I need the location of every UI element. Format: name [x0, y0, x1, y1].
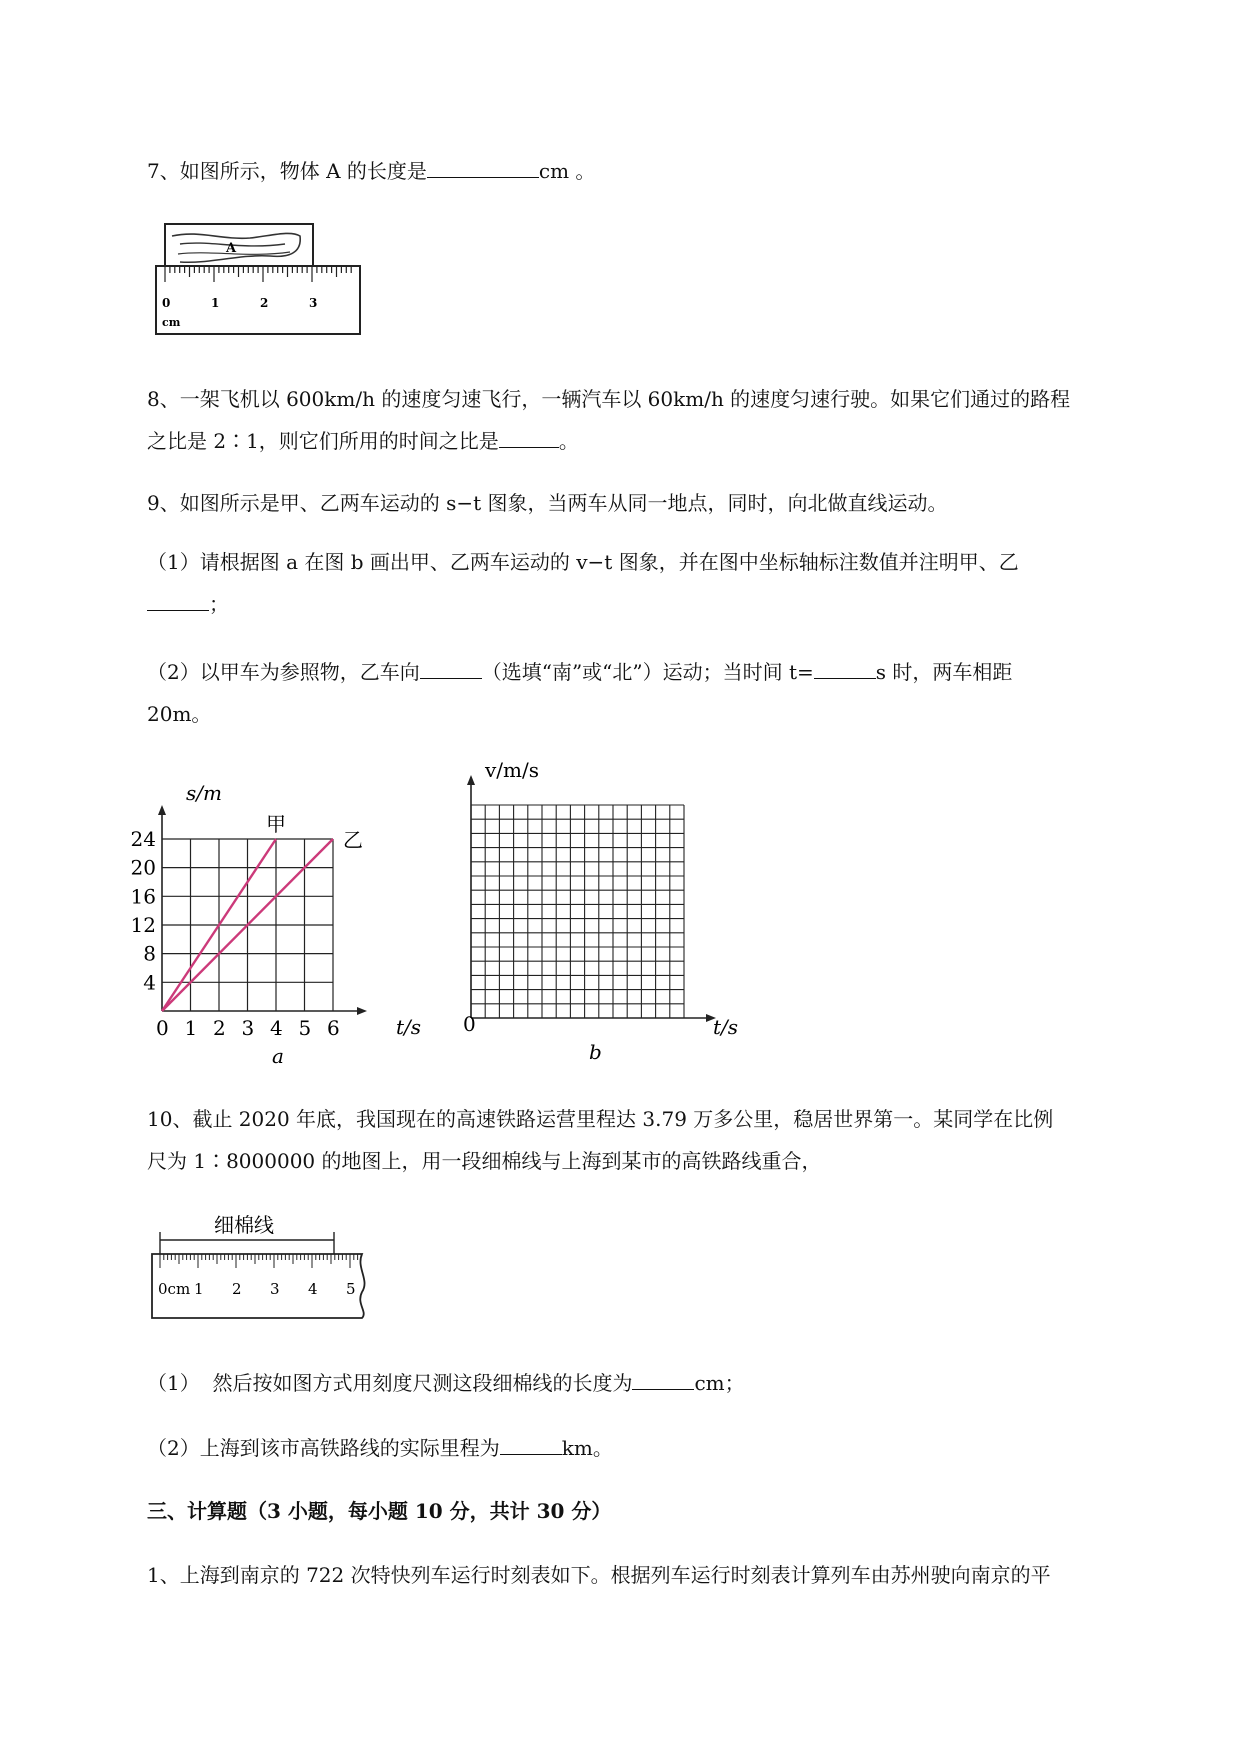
q7-tick-3: 3 — [309, 296, 318, 310]
chart-a-y-tick: 12 — [130, 912, 156, 937]
q10-part1: （1） 然后按如图方式用刻度尺测这段细棉线的长度为 cm； — [147, 1362, 1157, 1404]
chart-b-y-arrow — [467, 775, 475, 785]
chart-a-caption: a — [272, 1044, 284, 1068]
q9-intro: 9、如图所示是甲、乙两车运动的 s−t 图象，当两车从同一地点，同时，向北做直线运动。 — [147, 491, 948, 515]
q10-tick-5: 5 — [346, 1280, 356, 1298]
q10-ruler-figure — [148, 1208, 378, 1318]
section3-heading: 三、计算题（3 小题，每小题 10 分，共计 30 分） — [147, 1499, 612, 1523]
chart-a-series-label-1: 甲 — [266, 811, 286, 836]
q10-text: 10、截止 2020 年底，我国现在的高速铁路运营里程达 3.79 万多公里，稳居世界第一。某同学在比例 尺为 1∶8000000 的地图上，用一段细棉线与上海到某市的高铁路线重合， — [147, 1107, 1054, 1173]
q10-tick-2: 2 — [232, 1280, 242, 1298]
q8-text: 8、一架飞机以 600km/h 的速度匀速飞行，一辆汽车以 60km/h 的速度匀速行驶。如果它们通过的路程 之比是 2∶1，则它们所用的时间之比是 。 — [147, 387, 1071, 453]
q9-direction-blank[interactable] — [420, 656, 482, 679]
q7-tick-0: 0 — [162, 296, 171, 310]
chart-a-st-graph — [130, 780, 440, 1070]
q10-tick-3: 3 — [270, 1280, 280, 1298]
q7-ruler-body — [156, 266, 360, 334]
chart-a-y-tick: 24 — [130, 826, 156, 851]
q9-part2: （2）以甲车为参照物，乙车向 （选填“南”或“北”）运动；当时间 t= s 时，两车相距 20m。 — [147, 651, 1157, 735]
q10-tick-0: 0cm — [158, 1280, 191, 1298]
chart-b-caption: b — [589, 1040, 602, 1064]
q10-distance-blank[interactable] — [500, 1432, 562, 1455]
chart-b-axes — [467, 775, 716, 1022]
chart-b-ylabel: v/m/s — [485, 758, 540, 782]
q9-part1-blank[interactable] — [147, 588, 209, 611]
q7-answer-blank[interactable] — [427, 155, 539, 178]
chart-b-grid — [471, 805, 684, 1018]
chart-a-x-tick: 1 — [184, 1016, 198, 1040]
object-a-label: A — [226, 241, 237, 256]
q7-tick-2: 2 — [260, 296, 269, 310]
chart-a-y-tick: 8 — [143, 941, 156, 966]
chart-a-x-tick: 4 — [270, 1016, 283, 1040]
chart-a-y-arrow — [158, 805, 166, 815]
chart-a-x-tick: 2 — [213, 1016, 226, 1040]
section3-q1: 1、上海到南京的 722 次特快列车运行时刻表如下。根据列车运行时刻表计算列车由苏州驶向南京的平 — [147, 1563, 1051, 1587]
chart-a-x-arrow — [357, 1007, 367, 1015]
q9-time-blank[interactable] — [814, 656, 876, 679]
q7-text: 7、如图所示，物体 A 的长度是 cm 。 — [147, 150, 1157, 192]
chart-a-series-label-2: 乙 — [343, 827, 363, 852]
q8-answer-blank[interactable] — [499, 425, 559, 448]
q7-tick-1: 1 — [211, 296, 220, 310]
q7-unit-label: cm — [162, 316, 181, 329]
chart-a-y-tick: 16 — [130, 884, 156, 909]
thread-label: 细棉线 — [214, 1213, 274, 1237]
chart-b-origin: 0 — [463, 1012, 476, 1036]
chart-a-y-tick: 20 — [130, 855, 156, 880]
chart-a-y-tick: 4 — [143, 970, 156, 995]
chart-b-vt-graph — [455, 755, 755, 1070]
q10-length-blank[interactable] — [632, 1367, 694, 1390]
q10-tick-1: 1 — [194, 1280, 204, 1298]
chart-a-x-tick: 5 — [298, 1016, 312, 1040]
chart-a-x-tick: 0 — [156, 1016, 169, 1040]
chart-b-xlabel: t/s — [713, 1015, 739, 1039]
chart-a-ylabel: s/m — [186, 781, 222, 805]
q7-ruler-figure — [150, 222, 370, 342]
q10-tick-4: 4 — [308, 1280, 318, 1298]
q9-part1: （1）请根据图 a 在图 b 画出甲、乙两车运动的 v−t 图象，并在图中坐标轴标注数值并注明甲、乙 ； — [147, 550, 1019, 616]
chart-a-xlabel: t/s — [396, 1015, 422, 1039]
chart-a-x-tick: 3 — [241, 1016, 255, 1040]
chart-a-x-tick: 6 — [327, 1016, 340, 1040]
q10-part2: （2）上海到该市高铁路线的实际里程为 km。 — [147, 1427, 1157, 1469]
